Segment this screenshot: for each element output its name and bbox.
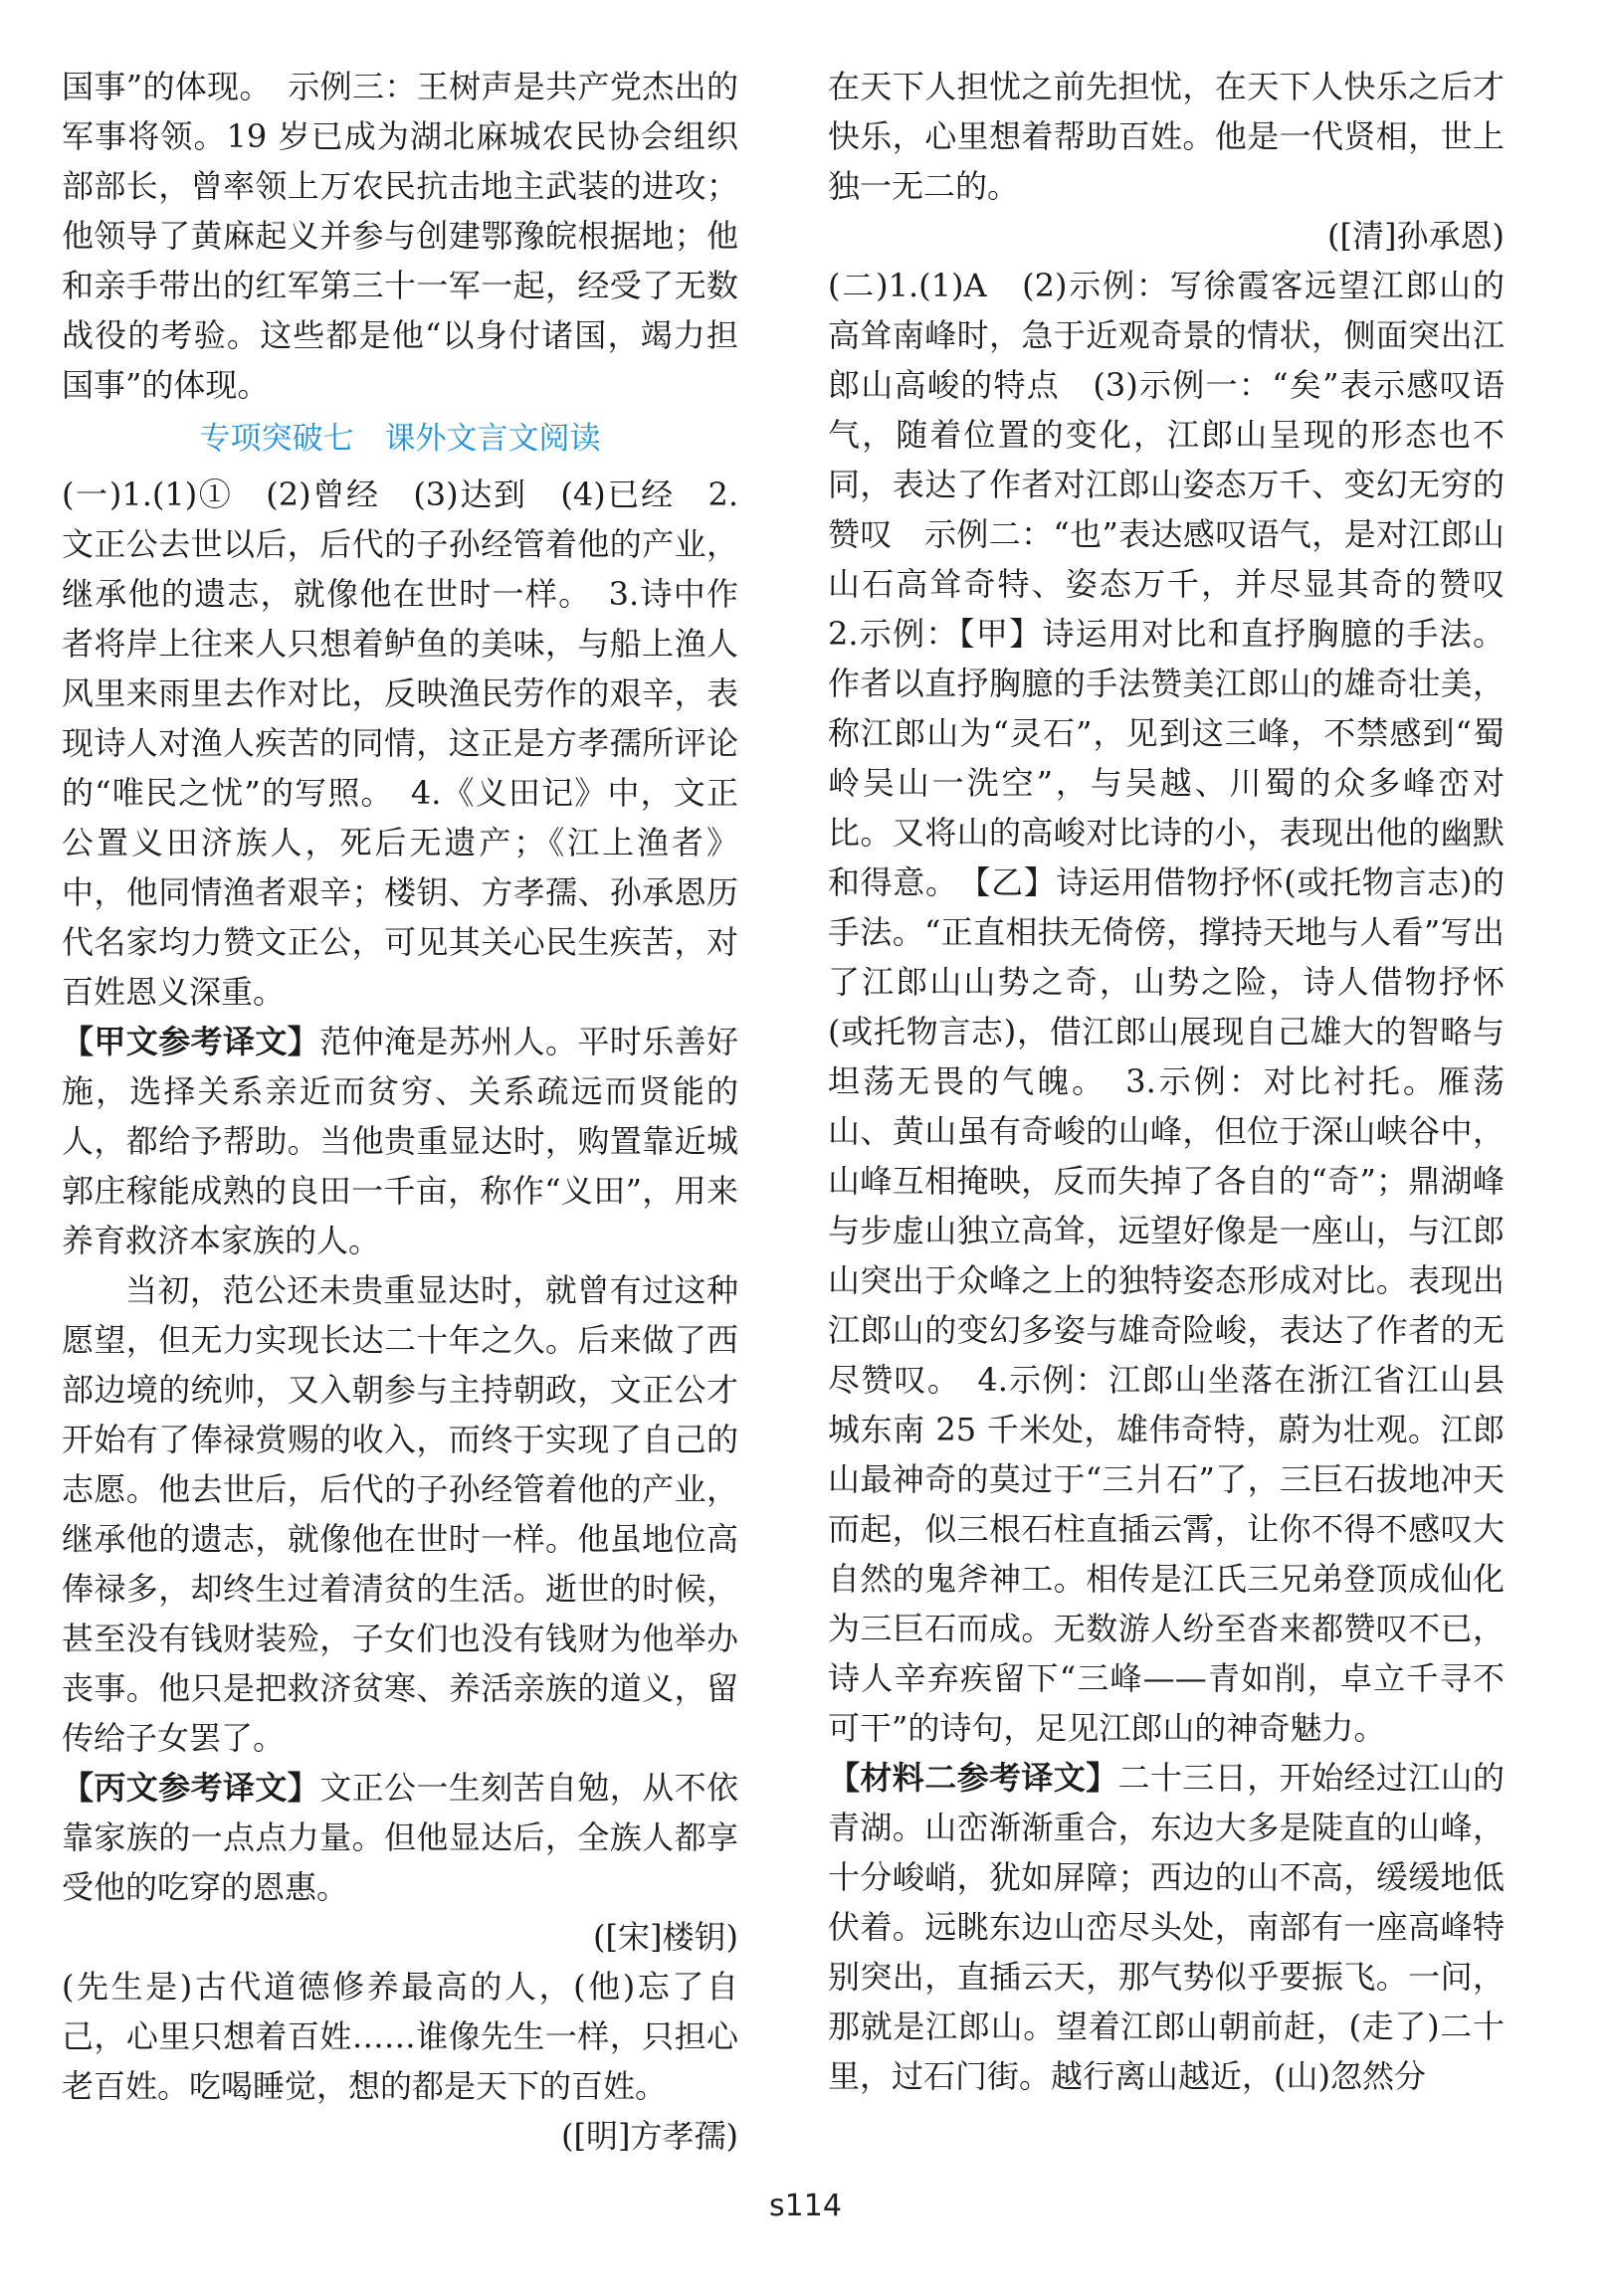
translation-label: 【材料二参考译文】 (828, 1759, 1118, 1797)
paragraph: 在天下人担忧之前先担忧，在天下人快乐之后才快乐，心里想着帮助百姓。他是一代贤相，世上独一无二的。 (828, 68, 1505, 205)
left-column (62, 62, 738, 2161)
translation-jia (62, 1017, 738, 1265)
translation-text: 二十三日，开始经过江山的青湖。山峦渐渐重合，东边大多是陡直的山峰，十分峻峭，犹如屏障；西边的山不高，缓缓地低伏着。远眺东边山峦尽头处，南部有一座高峰特别突出，直插云天，那气势似乎要振飞。一问，那就是江郎山。望着江郎山朝前赶，(走了)二十里，过石门街。越行离山越近，(山)忽然分 (828, 1759, 1505, 2095)
paragraph: 当初，范公还未贵重显达时，就曾有过这种愿望，但无力实现长达二十年之久。后来做了西部边境的统帅，又入朝参与主持朝政，文正公才开始有了俸禄赏赐的收入，而终于实现了自己的志愿。他去世后，后代的子孙经管着他的产业，继承他的遗志，就像他在世时一样。他虽地位高俸禄多，却终生过着清贫的生活。逝世的时候，甚至没有钱财装殓，子女们也没有钱财为他举办丧事。他只是把救济贫寒、养活亲族的道义，留传给子女罢了。 (62, 1271, 738, 1757)
translation-text: 范仲淹是苏州人。平时乐善好施，选择关系亲近而贫穷、关系疏远而贤能的人，都给予帮助。当他贵重显达时，购置靠近城郭庄稼能成熟的良田一千亩，称作“义田”，用来养育救济本家族的人。 (62, 1023, 738, 1259)
translation-material-two (828, 1753, 1505, 2101)
translation-label: 【甲文参考译文】 (62, 1023, 320, 1060)
right-column (828, 62, 1537, 2101)
attribution: ([明]方孝孺) (561, 2117, 738, 2155)
translation-text: 文正公一生刻苦自勉，从不依靠家族的一点点力量。但他显达后，全族人都享受他的吃穿的恩惠。 (62, 1769, 738, 1906)
paragraph: (先生是)古代道德修养最高的人，(他)忘了自己，心里只想着百姓……谁像先生一样，只担心老百姓。吃喝睡觉，想的都是天下的百姓。 (62, 1968, 738, 2105)
translation-label: 【丙文参考译文】 (62, 1769, 320, 1807)
attribution: ([宋]楼钥) (593, 1918, 738, 1956)
page-number: s114 (769, 2189, 842, 2223)
answer-paragraph: (二)1.(1)A (2)示例：写徐霞客远望江郎山的高耸南峰时，急于近观奇景的情状，侧面突出江郎山高峻的特点 (3)示例一：“矣”表示感叹语气，随着位置的变化，江郎山呈现的形态也不同，表达了作者对江郎山姿态万千、变幻无穷的赞叹 示例二：“也”表达感叹语气，是对江郎山山石高耸奇特、姿态万千，并尽显其奇的赞叹 2.示例：【甲】诗运用对比和直抒胸臆的手法。作者以直抒胸臆的手法赞美江郎山的雄奇壮美，称江郎山为“灵石”，见到这三峰，不禁感到“蜀岭吴山一洗空”，与吴越、川蜀的众多峰峦对比。又将山的高峻对比诗的小，表现出他的幽默和得意。 【乙】诗运用借物抒怀(或托物言志)的手法。“正直相扶无倚傍，撑持天地与人看”写出了江郎山山势之奇，山势之险，诗人借物抒怀(或托物言志)，借江郎山展现自己雄大的智略与坦荡无畏的气魄。 3.示例：对比衬托。雁荡山、黄山虽有奇峻的山峰，但位于深山峡谷中，山峰互相掩映，反而失掉了各自的“奇”；鼎湖峰与步虚山独立高耸，远望好像是一座山，与江郎山突出于众峰之上的独特姿态形成对比。表现出江郎山的变幻多姿与雄奇险峻，表达了作者的无尽赞叹。 4.示例：江郎山坐落在浙江省江山县城东南 25 千米处，雄伟奇特，蔚为壮观。江郎山最神奇的莫过于“三爿石”了，三巨石拔地冲天而起，似三根石柱直插云霄，让你不得不感叹大自然的鬼斧神工。相传是江氏三兄弟登顶成仙化为三巨石而成。无数游人纷至沓来都赞叹不已，诗人辛弃疾留下“三峰——青如削，卓立千寻不可干”的诗句，足见江郎山的神奇魅力。 (828, 267, 1537, 1747)
answer-paragraph: (一)1.(1)① (2)曾经 (3)达到 (4)已经 2.文正公去世以后，后代的子孙经管着他的产业，继承他的遗志，就像他在世时一样。 3.诗中作者将岸上往来人只想着鲈鱼的美味，与船上渔人风里来雨里去作对比，反映渔民劳作的艰辛，表现诗人对渔人疾苦的同情，这正是方孝孺所评论的“唯民之忧”的写照。 4.《义田记》中，文正公置义田济族人，死后无遗产；《江上渔者》中，他同情渔者艰辛；楼钥、方孝孺、孙承恩历代名家均力赞文正公，可见其关心民生疾苦，对百姓恩义深重。 (62, 476, 738, 1011)
translation-bing (62, 1763, 738, 1912)
paragraph: 国事”的体现。 示例三：王树声是共产党杰出的军事将领。19 岁已成为湖北麻城农民协会组织部部长，曾率领上万农民抗击地主武装的进攻；他领导了黄麻起义并参与创建鄂豫皖根据地；他和亲手带出的红军第三十一军一起，经受了无数战役的考验。这些都是他“以身付诸国，竭力担国事”的体现。 (62, 68, 738, 404)
section-title: 专项突破七 课外文言文阅读 (199, 421, 601, 457)
attribution: ([清]孙承恩) (1327, 217, 1505, 255)
